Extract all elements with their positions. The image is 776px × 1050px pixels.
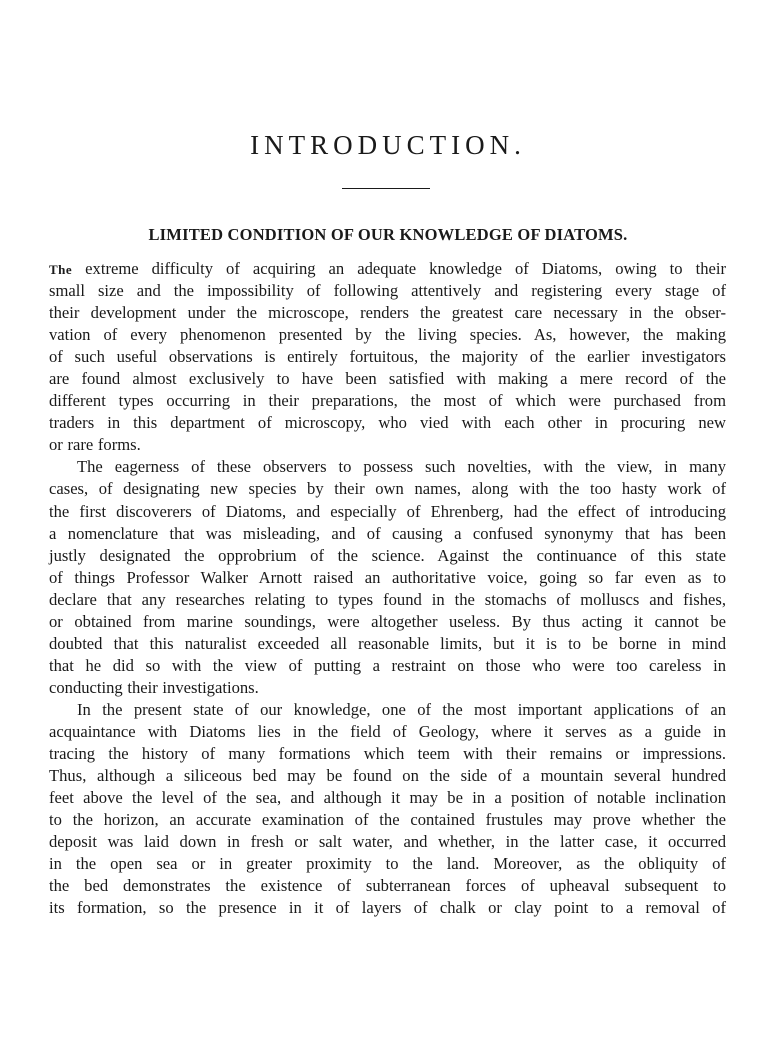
text-line: cases, of designating new species by their own names, along with the too hasty work of bbox=[49, 479, 726, 499]
drop-word: The bbox=[49, 262, 73, 277]
text-line: or rare forms. bbox=[49, 435, 141, 455]
text-line: their development under the microscope, renders the greatest care necessary in the obser- bbox=[49, 303, 726, 323]
text-line: a nomenclature that was misleading, and of causing a confused synonymy that has been bbox=[49, 523, 726, 543]
text-line: that he did so with the view of putting a restraint on those who were too careless in bbox=[49, 655, 726, 675]
text-line: of such useful observations is entirely fortuitous, the majority of the earlier investigators bbox=[49, 347, 726, 367]
section-heading: LIMITED CONDITION OF OUR KNOWLEDGE OF DIATOMS. bbox=[148, 225, 628, 244]
text-line: or obtained from marine soundings, were altogether useless. By thus acting it cannot be bbox=[49, 611, 726, 631]
text-line: are found almost exclusively to have been satisfied with making a mere record of the bbox=[49, 369, 726, 389]
text-line: deposit was laid down in fresh or salt water, and whether, in the latter case, it occurred bbox=[49, 832, 726, 852]
text-line: the first discoverers of Diatoms, and especially of Ehrenberg, had the effect of introducing bbox=[49, 501, 726, 521]
page-title: INTRODUCTION. bbox=[250, 130, 526, 160]
text-line: acquaintance with Diatoms lies in the field of Geology, where it serves as a guide in bbox=[49, 721, 726, 741]
paragraph-start-line: In the present state of our knowledge, one of the most important applications of an bbox=[77, 699, 726, 719]
text-line: The extreme difficulty of acquiring an adequate knowledge of Diatoms, owing to their bbox=[49, 259, 726, 278]
text-line: tracing the history of many formations which teem with their remains or impressions. bbox=[49, 744, 726, 764]
text-line: small size and the impossibility of following attentively and registering every stage of bbox=[49, 281, 726, 301]
text-line: to the horizon, an accurate examination of the contained frustules may prove whether the bbox=[49, 810, 726, 830]
text-line: the bed demonstrates the existence of subterranean forces of upheaval subsequent to bbox=[49, 876, 726, 896]
text-line: declare that any researches relating to types found in the stomachs of molluscs and fishes, bbox=[49, 589, 726, 609]
paragraph-start-line: The eagerness of these observers to possess such novelties, with the view, in many bbox=[77, 457, 726, 477]
text-line: doubted that this naturalist exceeded all reasonable limits, but it is to be borne in mind bbox=[49, 633, 726, 653]
text-line: feet above the level of the sea, and although it may be in a position of notable inclination bbox=[49, 788, 726, 808]
text-line: its formation, so the presence in it of layers of chalk or clay point to a removal of bbox=[49, 898, 726, 918]
text-line: conducting their investigations. bbox=[49, 677, 259, 697]
text-line: traders in this department of microscopy, who vied with each other in procuring new bbox=[49, 413, 726, 433]
text-line: in the open sea or in greater proximity to the land. Moreover, as the obliquity of bbox=[49, 854, 726, 874]
text-line: justly designated the opprobrium of the science. Against the continuance of this state bbox=[49, 545, 726, 565]
text-line: of things Professor Walker Arnott raised an authoritative voice, going so far even as to bbox=[49, 567, 726, 587]
body-text bbox=[49, 258, 726, 919]
text-line: vation of every phenomenon presented by the living species. As, however, the making bbox=[49, 325, 726, 345]
text-line: different types occurring in their preparations, the most of which were purchased from bbox=[49, 391, 726, 411]
title-divider bbox=[342, 188, 430, 189]
text-line: Thus, although a siliceous bed may be found on the side of a mountain several hundred bbox=[49, 766, 726, 786]
